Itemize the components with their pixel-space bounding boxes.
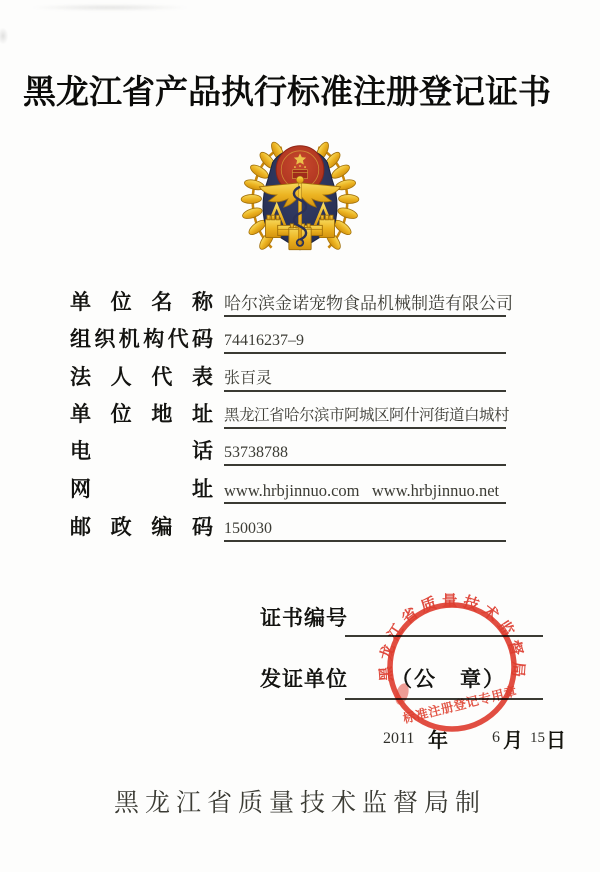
field-value: 53738788 xyxy=(224,439,506,466)
field-label: 网址 xyxy=(70,477,213,501)
form-row-org-code xyxy=(0,326,600,360)
field-label: 组织机构代码 xyxy=(70,327,213,351)
date-day: 15 xyxy=(530,730,545,746)
cert-number-label: 证书编号 xyxy=(260,606,348,630)
field-label: 法人代表 xyxy=(70,365,213,389)
field-value: 哈尔滨金诺宠物食品机械制造有限公司 xyxy=(224,290,506,317)
scan-artifact xyxy=(30,4,190,11)
date-month: 6 xyxy=(492,729,500,746)
field-value: www.hrbjinnuo.com www.hrbjinnuo.net xyxy=(224,477,506,504)
field-label: 单位名称 xyxy=(70,290,213,314)
issuer-label: 发证单位 xyxy=(260,667,348,691)
field-value: 74416237–9 xyxy=(224,327,506,354)
official-seal-placeholder: （公 章） xyxy=(391,667,506,691)
page-title: 黑龙江省产品执行标准注册登记证书 xyxy=(23,72,551,111)
form-row-phone xyxy=(0,438,600,472)
date-month-unit: 月 xyxy=(503,730,523,752)
form-row-website xyxy=(0,476,600,510)
field-label: 邮政编码 xyxy=(70,515,213,539)
form-row-unit-name xyxy=(0,289,600,323)
form-row-postal-code xyxy=(0,514,600,548)
field-label: 电话 xyxy=(70,439,213,463)
date-day-unit: 日 xyxy=(546,730,566,752)
footer-maker-line: 黑龙江省质量技术监督局制 xyxy=(113,790,486,817)
red-official-seal xyxy=(370,585,534,749)
field-value: 黑龙江省哈尔滨市阿城区阿什河街道白城村 xyxy=(224,402,506,429)
field-label: 单位地址 xyxy=(70,402,213,426)
field-value: 张百灵 xyxy=(224,365,506,392)
form-row-legal-rep xyxy=(0,364,600,398)
quality-supervision-emblem-icon xyxy=(229,136,371,260)
form-row-address xyxy=(0,401,600,435)
svg-text:黑龙江省质量技术监督局 xyxy=(376,591,527,683)
field-value: 150030 xyxy=(224,515,506,542)
scan-artifact xyxy=(0,28,8,44)
seal-inner-text: 标准注册登记专用章 xyxy=(401,683,519,727)
date-year-unit: 年 xyxy=(428,730,448,752)
seal-ring-text: 黑龙江省质量技术监督局 xyxy=(376,591,528,683)
date-year: 2011 xyxy=(383,730,415,747)
